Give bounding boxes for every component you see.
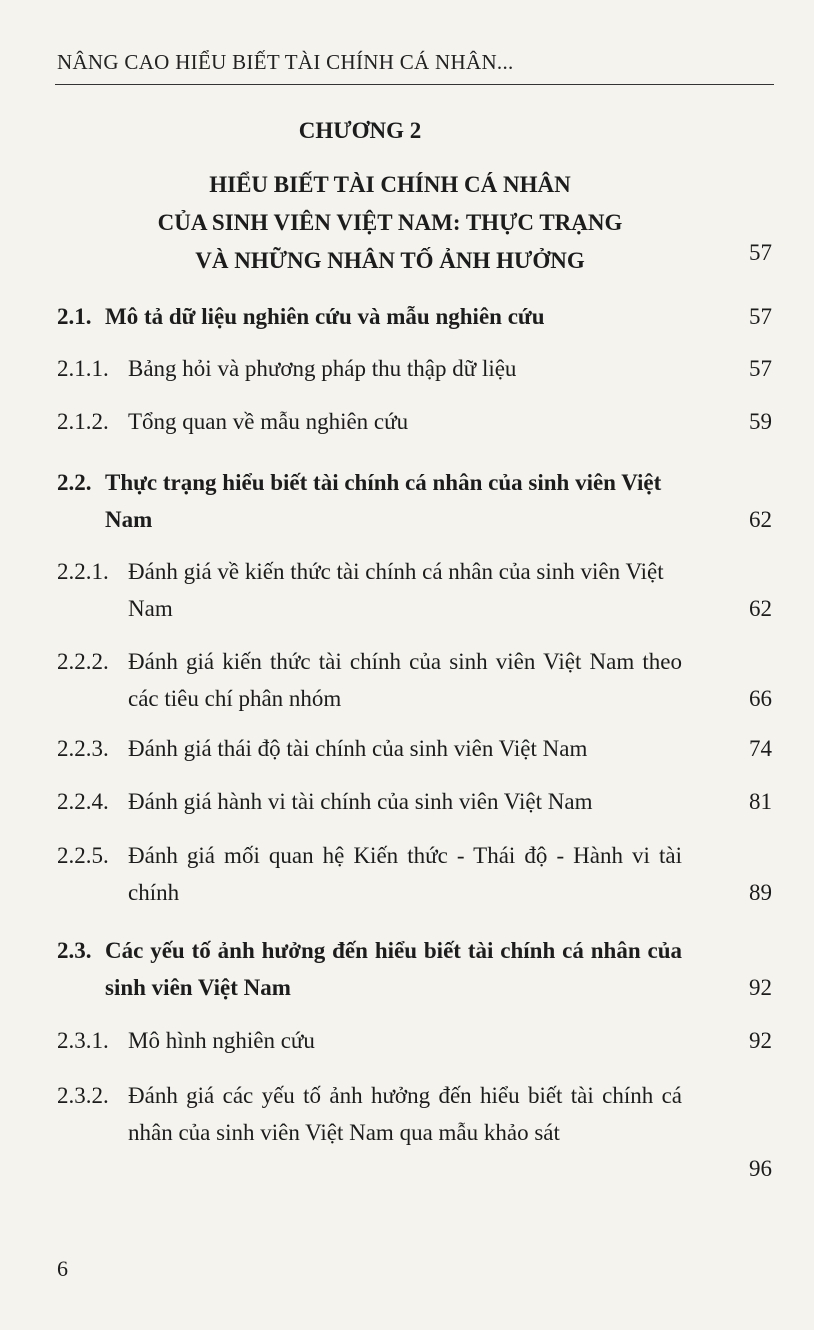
toc-entry-page: 81: [749, 789, 772, 814]
toc-entry-number: 2.1.1.: [57, 356, 109, 381]
toc-entry-page: 96: [749, 1156, 772, 1181]
toc-entry-title: Các yếu tố ảnh hưởng đến hiểu biết tài chính cá nhân của sinh viên Việt Nam: [105, 938, 682, 1000]
toc-entry-page: 89: [749, 880, 772, 905]
toc-entry-title: Đánh giá hành vi tài chính của sinh viên Việt Nam: [128, 789, 593, 814]
toc-entry-title: Thực trạng hiểu biết tài chính cá nhân của sinh viên Việt Nam: [105, 470, 662, 532]
chapter-page-number: 57: [749, 240, 772, 265]
toc-entry-title: Đánh giá thái độ tài chính của sinh viên Việt Nam: [128, 736, 588, 761]
toc-entry-2-3-2[interactable]: [57, 1077, 772, 1181]
toc-entry-2-2[interactable]: [57, 464, 772, 538]
toc-entry-title: Đánh giá các yếu tố ảnh hưởng đến hiểu biết tài chính cá nhân của sinh viên Việt Nam qua mẫu khảo sát: [128, 1083, 682, 1145]
toc-entry-page: 57: [749, 304, 772, 329]
toc-entry-2-3[interactable]: [57, 932, 772, 1006]
toc-entry-page: 92: [749, 975, 772, 1000]
toc-entry-page: 92: [749, 1028, 772, 1053]
chapter-number: CHƯƠNG 2: [298, 118, 422, 143]
toc-entry-number: 2.1.2.: [57, 409, 109, 434]
toc-entry-title: Tổng quan về mẫu nghiên cứu: [128, 409, 409, 434]
toc-entry-number: 2.2.5.: [57, 843, 109, 868]
page-number: 6: [57, 1256, 68, 1281]
toc-entry-title: Đánh giá mối quan hệ Kiến thức - Thái độ - Hành vi tài chính: [128, 843, 682, 905]
toc-entry-number: 2.2.3.: [57, 736, 109, 761]
toc-entry-page: 62: [749, 596, 772, 621]
toc-entry-2-1-1[interactable]: [57, 350, 772, 387]
chapter-title-line-3: VÀ NHỮNG NHÂN TỐ ẢNH HƯỞNG: [195, 248, 585, 273]
toc-entry-number: 2.1.: [57, 304, 92, 329]
toc-entry-2-1[interactable]: [57, 298, 772, 335]
toc-entry-page: 57: [749, 356, 772, 381]
toc-entry-2-2-3[interactable]: [57, 730, 772, 767]
toc-entry-number: 2.3.2.: [57, 1083, 109, 1108]
toc-entry-number: 2.2.1.: [57, 559, 109, 584]
toc-entry-number: 2.3.1.: [57, 1028, 109, 1053]
toc-entry-2-2-5[interactable]: [57, 837, 772, 911]
toc-entry-2-2-4[interactable]: [57, 783, 772, 820]
toc-entry-title: Mô hình nghiên cứu: [128, 1028, 315, 1053]
chapter-title-line-1: HIỂU BIẾT TÀI CHÍNH CÁ NHÂN: [209, 172, 571, 197]
running-header: NÂNG CAO HIỂU BIẾT TÀI CHÍNH CÁ NHÂN...: [57, 50, 514, 74]
toc-entry-number: 2.2.2.: [57, 649, 109, 674]
toc-entry-2-1-2[interactable]: [57, 403, 772, 440]
toc-entry-page: 66: [749, 686, 772, 711]
toc-entry-number: 2.2.: [57, 470, 92, 495]
toc-entry-page: 74: [749, 736, 772, 761]
toc-entry-2-3-1[interactable]: [57, 1022, 772, 1059]
toc-entry-page: 62: [749, 507, 772, 532]
toc-entry-title: Mô tả dữ liệu nghiên cứu và mẫu nghiên cứu: [105, 304, 545, 329]
toc-entry-title: Đánh giá về kiến thức tài chính cá nhân của sinh viên Việt Nam: [128, 559, 664, 621]
header-rule: [55, 84, 774, 85]
toc-entry-page: 59: [749, 409, 772, 434]
toc-entry-2-2-1[interactable]: [57, 553, 772, 627]
toc-entry-number: 2.3.: [57, 938, 92, 963]
toc-entry-number: 2.2.4.: [57, 789, 109, 814]
toc-entry-2-2-2[interactable]: [57, 643, 772, 717]
chapter-title: [60, 166, 720, 280]
chapter-title-line-2: CỦA SINH VIÊN VIỆT NAM: THỰC TRẠNG: [157, 210, 623, 235]
toc-entry-title: Bảng hỏi và phương pháp thu thập dữ liệu: [128, 356, 517, 381]
toc-entry-title: Đánh giá kiến thức tài chính của sinh viên Việt Nam theo các tiêu chí phân nhóm: [128, 649, 682, 711]
